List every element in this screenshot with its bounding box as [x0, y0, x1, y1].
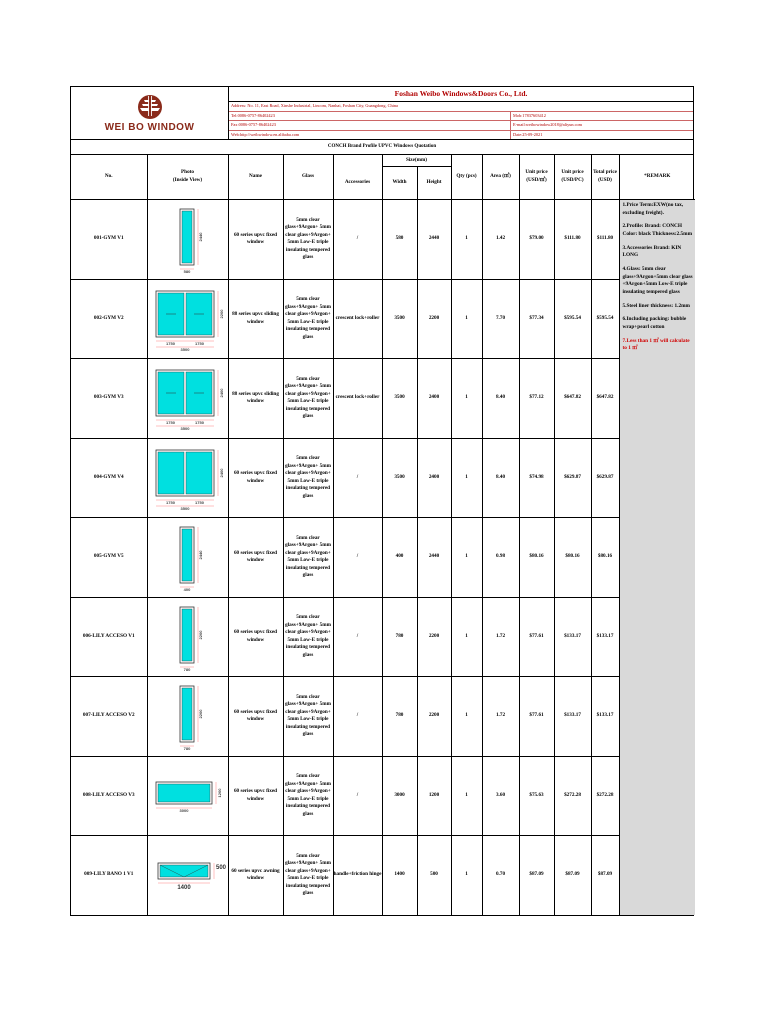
col-no: No. — [71, 155, 147, 200]
col-size: Size(mm) — [382, 155, 451, 167]
svg-text:3000: 3000 — [179, 807, 188, 813]
row-total: $272.28 — [591, 756, 619, 836]
table-row — [71, 836, 695, 915]
row-unit-price-pc: $133.17 — [554, 597, 591, 677]
company-info — [229, 87, 693, 139]
col-name: Name — [228, 155, 283, 200]
svg-text:3500: 3500 — [180, 426, 189, 432]
window-drawing — [148, 677, 228, 756]
row-name: 60 series upvc fixed window — [228, 438, 283, 518]
svg-text:1750: 1750 — [194, 420, 204, 426]
date: Date:25-09-2021 — [510, 131, 693, 140]
company-name: Foshan Weibo Windows&Doors Co., Ltd. — [229, 87, 693, 102]
row-area: 7.70 — [482, 279, 519, 359]
row-height: 2400 — [417, 438, 451, 518]
header — [71, 87, 693, 140]
row-qty: 1 — [451, 200, 482, 280]
row-width: 1400 — [382, 836, 417, 915]
svg-text:1750: 1750 — [194, 499, 204, 505]
row-area: 1.72 — [482, 677, 519, 757]
row-name: 88 series upvc sliding window — [228, 279, 283, 359]
row-name: 60 series upvc fixed window — [228, 518, 283, 598]
row-no: 007-LILY ACCESO V2 — [71, 677, 147, 757]
table-row — [71, 359, 695, 439]
window-drawing — [148, 200, 228, 279]
row-total: $133.17 — [591, 597, 619, 677]
row-glass: 5mm clear glass+9Argon+ 5mm clear glass+9Argon+ 5mm Low-E triple insulating tempered glass — [283, 518, 333, 598]
row-height: 2200 — [417, 677, 451, 757]
row-glass: 5mm clear glass+9Argon+ 5mm clear glass+9Argon+ 5mm Low-E triple insulating tempered glass — [283, 836, 333, 915]
row-height: 2440 — [417, 200, 451, 280]
row-unit-price-pc: $133.17 — [554, 677, 591, 757]
svg-text:500: 500 — [215, 865, 226, 872]
row-name: 88 series upvc sliding window — [228, 359, 283, 439]
row-qty: 1 — [451, 359, 482, 439]
row-area: 0.98 — [482, 518, 519, 598]
remark-item: 3.Accessories Brand: KIN LONG — [622, 244, 682, 259]
row-height: 2200 — [417, 279, 451, 359]
address: Address: No. 11, East Road, Xinshe Industrial, Lincom, Nanhai, Foshan City, Guangdong, China — [231, 103, 398, 108]
row-name: 60 series upvc fixed window — [228, 756, 283, 836]
remark-item: 1.Price Term:EXW(no tax, excluding freight). — [622, 202, 684, 216]
row-no: 002-GYM V2 — [71, 279, 147, 359]
row-no: 001-GYM V1 — [71, 200, 147, 280]
row-height: 500 — [417, 836, 451, 915]
fax: Fax:0086-0757-86402423 — [231, 122, 276, 127]
row-photo — [147, 836, 228, 915]
col-height: Height — [417, 167, 451, 200]
svg-text:2440: 2440 — [197, 550, 203, 560]
col-area: Area (㎡) — [482, 155, 519, 200]
table-row — [71, 518, 695, 598]
svg-text:1750: 1750 — [194, 340, 204, 346]
row-area: 8.40 — [482, 438, 519, 518]
row-glass: 5mm clear glass+9Argon+ 5mm clear glass+9Argon+ 5mm Low-E triple insulating tempered glass — [283, 200, 333, 280]
row-accessories: / — [333, 518, 382, 598]
col-glass: Glass — [283, 155, 333, 200]
row-width: 580 — [382, 200, 417, 280]
row-unit-price-m2: $77.61 — [519, 597, 554, 677]
row-total: $595.54 — [591, 279, 619, 359]
remark-item: 4.Glass: 5mm clear glass+9Argon+5mm clear glass +9Argon+5mm Low-E triple insulating tempered glass — [622, 266, 693, 296]
col-unit-price-pc: Unit price (USD/PC) — [554, 155, 591, 200]
row-qty: 1 — [451, 756, 482, 836]
mob: Mob:17837603412 — [510, 112, 693, 121]
row-accessories: crescent lock+roller — [333, 359, 382, 439]
row-name: 60 series upvc fixed window — [228, 200, 283, 280]
svg-text:3500: 3500 — [180, 505, 189, 511]
row-no: 009-LILY BANO 1 V1 — [71, 836, 147, 915]
row-area: 1.42 — [482, 200, 519, 280]
table-row — [71, 438, 695, 518]
row-unit-price-pc: $647.82 — [554, 359, 591, 439]
col-qty: Qty (pcs) — [451, 155, 482, 200]
row-total: $133.17 — [591, 677, 619, 757]
row-width: 780 — [382, 677, 417, 757]
row-unit-price-pc: $629.87 — [554, 438, 591, 518]
table-row — [71, 677, 695, 757]
row-unit-price-pc: $595.54 — [554, 279, 591, 359]
row-qty: 1 — [451, 836, 482, 915]
row-unit-price-m2: $75.63 — [519, 756, 554, 836]
row-unit-price-m2: $87.09 — [519, 836, 554, 915]
remark-item: 6.Including packing: bubble wrap+pearl cotton — [622, 316, 687, 331]
svg-text:1400: 1400 — [176, 885, 191, 892]
row-accessories: / — [333, 677, 382, 757]
svg-text:580: 580 — [183, 269, 190, 275]
row-no: 005-GYM V5 — [71, 518, 147, 598]
row-width: 3500 — [382, 279, 417, 359]
remark-item: 7.Less than 1 ㎡ will calculate to 1 ㎡ — [622, 337, 690, 352]
table-row — [71, 756, 695, 836]
svg-text:400: 400 — [183, 587, 190, 593]
row-qty: 1 — [451, 677, 482, 757]
row-area: 8.40 — [482, 359, 519, 439]
row-unit-price-m2: $74.98 — [519, 438, 554, 518]
row-no: 004-GYM V4 — [71, 438, 147, 518]
row-name: 60 series upvc awning window — [228, 836, 283, 915]
remark-item: 5.Steel liner thickness: 1.2mm — [622, 302, 690, 309]
row-unit-price-m2: $77.12 — [519, 359, 554, 439]
col-photo: Photo (Inside View) — [147, 155, 228, 200]
row-glass: 5mm clear glass+9Argon+ 5mm clear glass+9Argon+ 5mm Low-E triple insulating tempered glass — [283, 756, 333, 836]
row-total: $629.87 — [591, 438, 619, 518]
row-area: 3.60 — [482, 756, 519, 836]
svg-text:2200: 2200 — [197, 630, 203, 640]
row-no: 006-LILY ACCESO V1 — [71, 597, 147, 677]
svg-text:2400: 2400 — [218, 388, 224, 398]
row-width: 3500 — [382, 438, 417, 518]
row-unit-price-m2: $77.61 — [519, 677, 554, 757]
row-glass: 5mm clear glass+9Argon+ 5mm clear glass+9Argon+ 5mm Low-E triple insulating tempered glass — [283, 279, 333, 359]
row-area: 0.70 — [482, 836, 519, 915]
lighthouse-logo-icon — [130, 93, 170, 121]
svg-text:1750: 1750 — [165, 420, 175, 426]
tel: Tel:0086-0757-86402423 — [231, 112, 275, 118]
window-drawing — [148, 598, 228, 677]
row-accessories: / — [333, 597, 382, 677]
row-photo — [147, 597, 228, 677]
row-accessories: / — [333, 200, 382, 280]
col-unit-price-m2: Unit price (USD/㎡) — [519, 155, 554, 200]
row-photo — [147, 756, 228, 836]
quotation-sheet — [70, 86, 694, 916]
row-accessories: crescent lock+roller — [333, 279, 382, 359]
row-name: 60 series upvc fixed window — [228, 597, 283, 677]
row-photo — [147, 438, 228, 518]
row-unit-price-m2: $79.00 — [519, 200, 554, 280]
window-drawing — [148, 836, 228, 915]
row-unit-price-pc: $272.28 — [554, 756, 591, 836]
row-no: 003-GYM V3 — [71, 359, 147, 439]
col-total: Total price (USD) — [591, 155, 619, 200]
col-width: Width — [382, 167, 417, 200]
row-qty: 1 — [451, 438, 482, 518]
row-accessories: handle+friction hinge — [333, 836, 382, 915]
table-row — [71, 597, 695, 677]
row-height: 2400 — [417, 359, 451, 439]
col-accessories: Accessories — [333, 155, 382, 200]
svg-text:2400: 2400 — [218, 468, 224, 478]
svg-text:1200: 1200 — [216, 788, 222, 798]
svg-text:780: 780 — [183, 746, 190, 752]
row-total: $80.16 — [591, 518, 619, 598]
table-row — [71, 200, 695, 280]
row-qty: 1 — [451, 597, 482, 677]
window-drawing — [148, 280, 228, 359]
svg-text:3500: 3500 — [180, 346, 189, 352]
row-accessories: / — [333, 756, 382, 836]
row-glass: 5mm clear glass+9Argon+ 5mm clear glass+9Argon+ 5mm Low-E triple insulating tempered glass — [283, 438, 333, 518]
email: E-mail:weibowindow2018@aliyun.com — [510, 121, 693, 130]
row-total: $111.80 — [591, 200, 619, 280]
row-area: 1.72 — [482, 597, 519, 677]
row-glass: 5mm clear glass+9Argon+ 5mm clear glass+9Argon+ 5mm Low-E triple insulating tempered glass — [283, 359, 333, 439]
row-unit-price-pc: $80.16 — [554, 518, 591, 598]
col-remark: *REMARK — [619, 155, 695, 200]
row-glass: 5mm clear glass+9Argon+ 5mm clear glass+9Argon+ 5mm Low-E triple insulating tempered glass — [283, 597, 333, 677]
row-accessories: / — [333, 438, 382, 518]
row-unit-price-pc: $87.09 — [554, 836, 591, 915]
row-width: 3000 — [382, 756, 417, 836]
quotation-title: CONCH Brand Profile UPVC Windows Quotation — [71, 140, 693, 155]
row-qty: 1 — [451, 279, 482, 359]
logo-text: WEI BO WINDOW — [104, 122, 195, 133]
row-photo — [147, 200, 228, 280]
row-photo — [147, 518, 228, 598]
row-total: $647.82 — [591, 359, 619, 439]
window-drawing — [148, 359, 228, 438]
row-unit-price-m2: $80.16 — [519, 518, 554, 598]
remark-column — [619, 200, 695, 915]
svg-text:2440: 2440 — [197, 232, 203, 242]
row-photo — [147, 359, 228, 439]
row-width: 3500 — [382, 359, 417, 439]
row-width: 400 — [382, 518, 417, 598]
row-unit-price-pc: $111.80 — [554, 200, 591, 280]
row-name: 60 series upvc fixed window — [228, 677, 283, 757]
row-photo — [147, 279, 228, 359]
row-unit-price-m2: $77.34 — [519, 279, 554, 359]
row-no: 008-LILY ACCESO V3 — [71, 756, 147, 836]
row-qty: 1 — [451, 518, 482, 598]
table-row — [71, 279, 695, 359]
website: Web:http://weibwindow.en.alibaba.com — [231, 131, 300, 137]
row-total: $87.09 — [591, 836, 619, 915]
quotation-table — [71, 155, 695, 915]
svg-text:780: 780 — [183, 666, 190, 672]
table-header — [71, 155, 695, 167]
row-height: 2440 — [417, 518, 451, 598]
company-logo — [71, 87, 229, 139]
row-height: 1200 — [417, 756, 451, 836]
row-width: 780 — [382, 597, 417, 677]
svg-text:2200: 2200 — [197, 709, 203, 719]
window-drawing — [148, 757, 228, 836]
svg-text:2200: 2200 — [218, 309, 224, 319]
row-photo — [147, 677, 228, 757]
row-height: 2200 — [417, 597, 451, 677]
window-drawing — [148, 518, 228, 597]
svg-text:1750: 1750 — [165, 499, 175, 505]
row-glass: 5mm clear glass+9Argon+ 5mm clear glass+9Argon+ 5mm Low-E triple insulating tempered glass — [283, 677, 333, 757]
svg-text:1750: 1750 — [165, 340, 175, 346]
window-drawing — [148, 439, 228, 518]
remark-item: 2.Profile: Brand: CONCH Color: black Thickness:2.5mm — [622, 223, 693, 238]
